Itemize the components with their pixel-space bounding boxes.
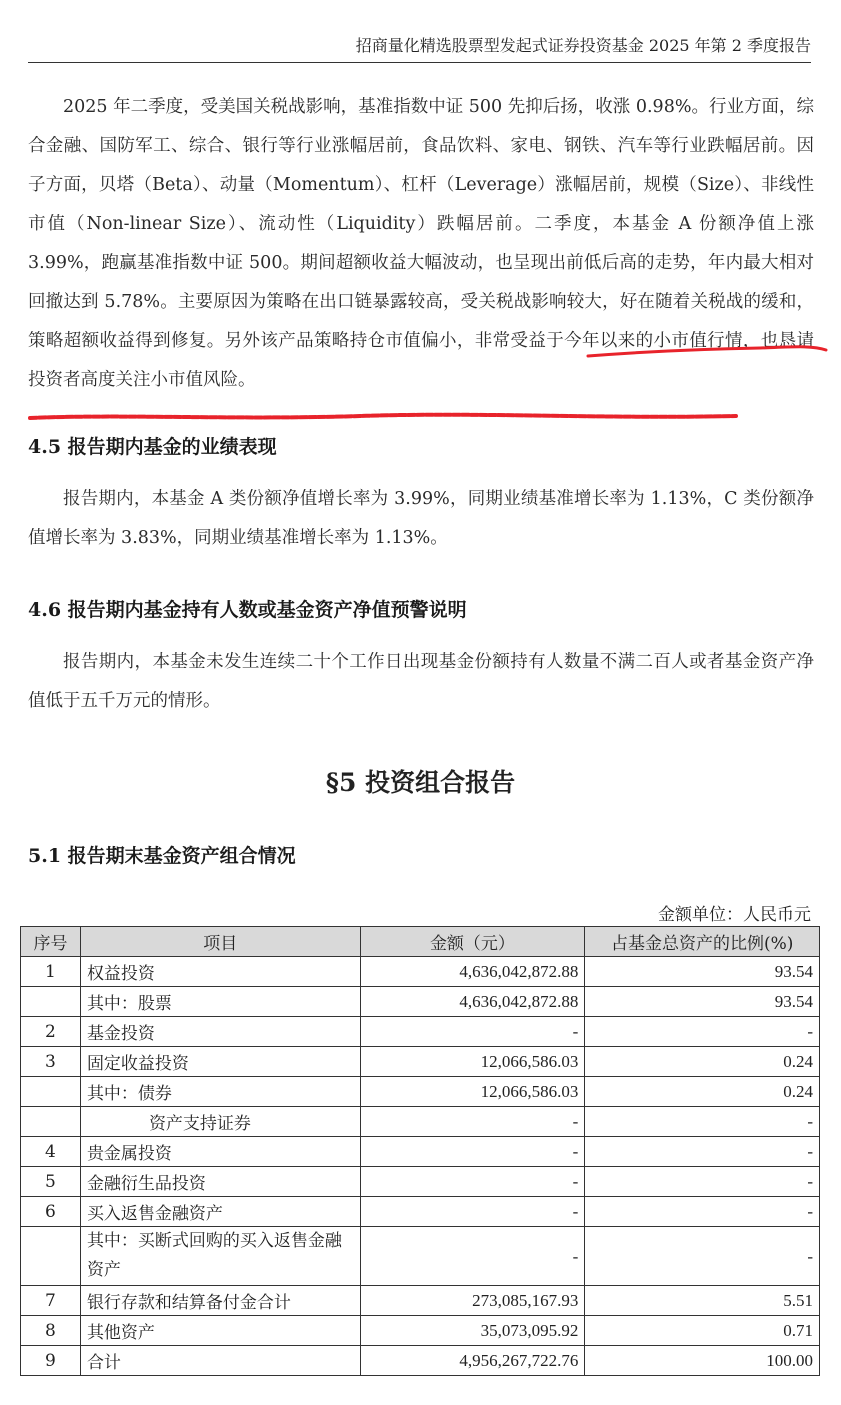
row-amount: 12,066,586.03 [360, 1077, 585, 1107]
section-4-5-heading: 4.5 报告期内基金的业绩表现 [28, 436, 277, 458]
market-review-paragraph: 2025 年二季度，受美国关税战影响，基准指数中证 500 先抑后扬，收涨 0.98%。行业方面，综合金融、国防军工、综合、银行等行业涨幅居前，食品饮料、家电、钢铁、汽车等行业跌幅居前。因子方面，贝塔（Beta）、动量（Momentum）、杠杆（Leverage）涨幅居前，规模（Size）、非线性市值（Non-linear Size）、流动性（Liquidity）跌幅居前。二季度，本基金 A 份额净值上涨 3.99%，跑赢基准指数中证 500。期间超额收益大幅波动，也呈现出前低后高的走势，年内最大相对回撤达到 5.78%。主要原因为策略在出口链暴露较高，受关税战影响较大，好在随着关税战的缓和，策略超额收益得到修复。另外该产品策略持仓市值偏小，非常受益于今年以来的小市值行情，也恳请投资者高度关注小市值风险。 [28, 97, 814, 390]
page-header: 招商量化精选股票型发起式证券投资基金 2025 年第 2 季度报告 [28, 30, 811, 63]
table-row [21, 1346, 820, 1376]
asset-allocation-table [20, 926, 820, 1376]
row-amount: 12,066,586.03 [360, 1047, 585, 1077]
table-row [21, 1197, 820, 1227]
row-ratio: - [585, 1017, 820, 1047]
row-amount: 4,956,267,722.76 [360, 1346, 585, 1376]
row-amount: - [360, 1137, 585, 1167]
column-header-item: 项目 [80, 927, 360, 957]
row-ratio: 0.71 [585, 1316, 820, 1346]
table-row [21, 987, 820, 1017]
chapter-5-title: §5 投资组合报告 [325, 768, 516, 797]
row-item: 合计 [80, 1346, 360, 1376]
row-ratio: 0.24 [585, 1077, 820, 1107]
row-amount: 273,085,167.93 [360, 1286, 585, 1316]
table-row [21, 1107, 820, 1137]
column-header-index: 序号 [21, 927, 81, 957]
row-item: 基金投资 [80, 1017, 360, 1047]
row-ratio: 93.54 [585, 957, 820, 987]
table-row [21, 957, 820, 987]
row-ratio: 5.51 [585, 1286, 820, 1316]
row-amount: - [360, 1197, 585, 1227]
row-index: 7 [21, 1286, 81, 1316]
row-index [21, 1227, 81, 1286]
row-index: 4 [21, 1137, 81, 1167]
row-ratio: 0.24 [585, 1047, 820, 1077]
section-4-5-paragraph: 报告期内，本基金 A 类份额净值增长率为 3.99%，同期业绩基准增长率为 1.13%，C 类份额净值增长率为 3.83%，同期业绩基准增长率为 1.13%。 [28, 489, 814, 548]
row-item: 其中：买断式回购的买入返售金融资产 [80, 1227, 360, 1286]
row-item: 其中：债券 [80, 1077, 360, 1107]
row-item: 其中：股票 [80, 987, 360, 1017]
row-item: 资产支持证券 [80, 1107, 360, 1137]
row-index: 5 [21, 1167, 81, 1197]
amount-unit-label: 金额单位：人民币元 [658, 905, 811, 925]
row-index: 9 [21, 1346, 81, 1376]
table-row [21, 1047, 820, 1077]
row-index [21, 1077, 81, 1107]
row-ratio: - [585, 1107, 820, 1137]
row-index [21, 1107, 81, 1137]
section-5-1-heading: 5.1 报告期末基金资产组合情况 [28, 845, 296, 867]
table-row [21, 1137, 820, 1167]
section-4-6-heading: 4.6 报告期内基金持有人数或基金资产净值预警说明 [28, 599, 467, 621]
red-wavy-line-annotation [30, 415, 736, 418]
row-amount: - [360, 1107, 585, 1137]
row-index: 3 [21, 1047, 81, 1077]
table-row [21, 1017, 820, 1047]
row-item: 其他资产 [80, 1316, 360, 1346]
column-header-ratio: 占基金总资产的比例(%) [585, 927, 820, 957]
row-ratio: - [585, 1167, 820, 1197]
row-amount: 4,636,042,872.88 [360, 987, 585, 1017]
row-item: 固定收益投资 [80, 1047, 360, 1077]
table-row [21, 1316, 820, 1346]
table-row [21, 1077, 820, 1107]
row-amount: - [360, 1167, 585, 1197]
row-index: 8 [21, 1316, 81, 1346]
row-ratio: - [585, 1227, 820, 1286]
row-ratio: 100.00 [585, 1346, 820, 1376]
section-4-6-paragraph: 报告期内，本基金未发生连续二十个工作日出现基金份额持有人数量不满二百人或者基金资产净值低于五千万元的情形。 [28, 652, 814, 711]
row-item: 金融衍生品投资 [80, 1167, 360, 1197]
row-index [21, 987, 81, 1017]
row-amount: 4,636,042,872.88 [360, 957, 585, 987]
row-ratio: - [585, 1137, 820, 1167]
row-amount: 35,073,095.92 [360, 1316, 585, 1346]
row-item: 银行存款和结算备付金合计 [80, 1286, 360, 1316]
row-index: 6 [21, 1197, 81, 1227]
column-header-amount: 金额（元） [360, 927, 585, 957]
table-row [21, 1286, 820, 1316]
table-row [21, 1227, 820, 1286]
row-ratio: - [585, 1197, 820, 1227]
row-ratio: 93.54 [585, 987, 820, 1017]
row-item: 权益投资 [80, 957, 360, 987]
table-row [21, 1167, 820, 1197]
row-amount: - [360, 1017, 585, 1047]
row-amount: - [360, 1227, 585, 1286]
row-index: 1 [21, 957, 81, 987]
table-header-row [21, 927, 820, 957]
row-item: 贵金属投资 [80, 1137, 360, 1167]
row-item: 买入返售金融资产 [80, 1197, 360, 1227]
row-index: 2 [21, 1017, 81, 1047]
